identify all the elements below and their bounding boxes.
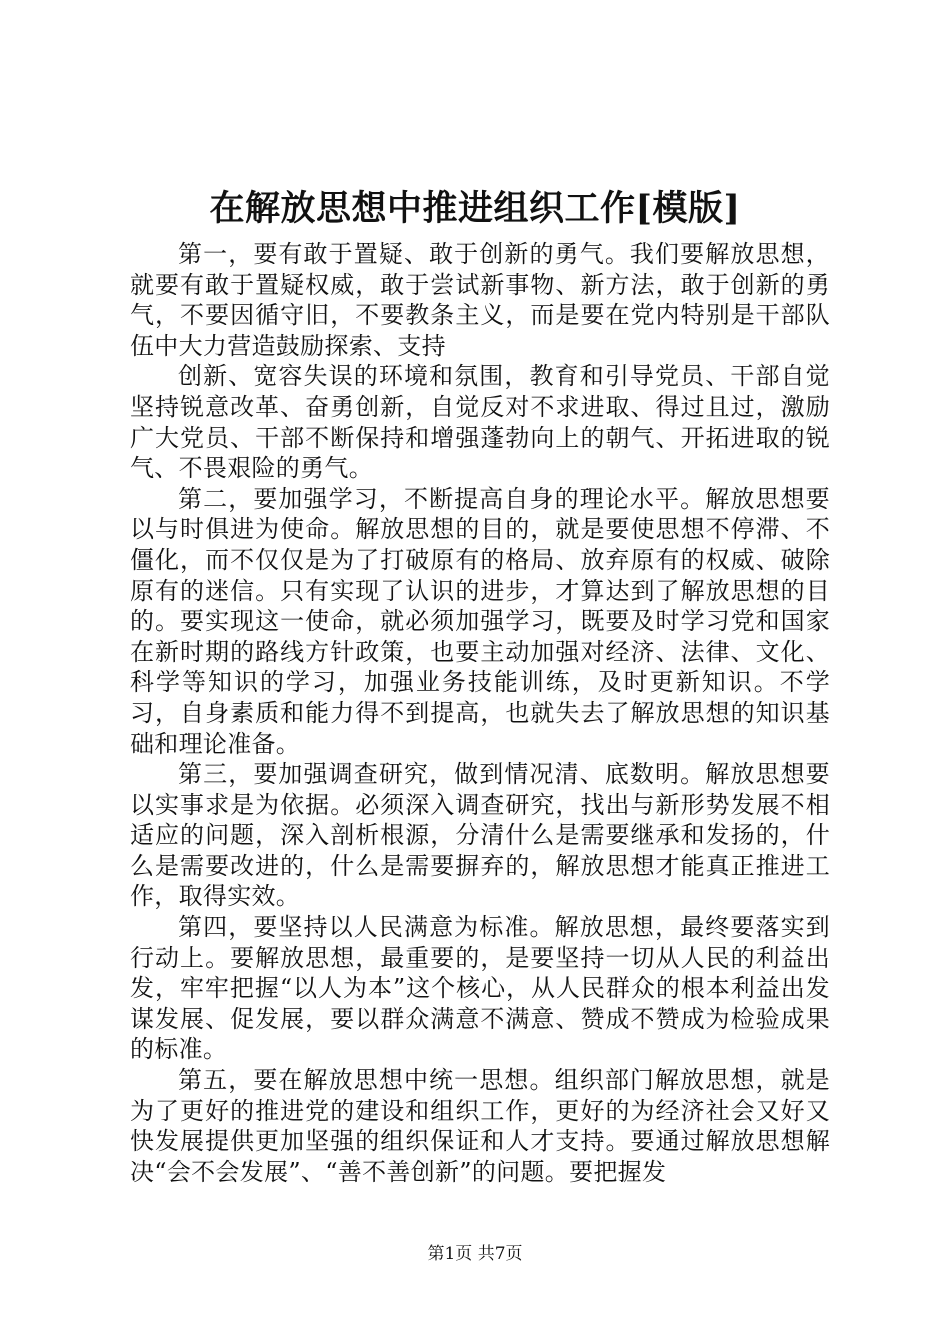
paragraph: 第一，要有敢于置疑、敢于创新的勇气。我们要解放思想，就要有敢于置疑权威，敢于尝试新事物、新方法，敢于创新的勇气，不要因循守旧，不要教条主义，而是要在党内特别是干部队伍中大力营造鼓励探索、支持: [130, 240, 830, 360]
document-title: 在解放思想中推进组织工作[模版]: [209, 188, 741, 229]
paragraph: 第四，要坚持以人民满意为标准。解放思想，最终要落实到行动上。要解放思想，最重要的，是要坚持一切从人民的利益出发，牢牢把握“以人为本”这个核心，从人民群众的根本利益出发谋发展、促发展，要以群众满意不满意、赞成不赞成为检验成果的标准。: [130, 913, 830, 1064]
paragraph: 第三，要加强调查研究，做到情况清、底数明。解放思想要以实事求是为依据。必须深入调查研究，找出与新形势发展不相适应的问题，深入剖析根源，分清什么是需要继承和发扬的，什么是需要改进的，什么是需要摒弃的，解放思想才能真正推进工作，取得实效。: [130, 760, 830, 911]
page-number-footer: 第1页 共7页: [427, 1244, 523, 1264]
paragraph: 第二，要加强学习，不断提高自身的理论水平。解放思想要以与时俱进为使命。解放思想的目的，就是要使思想不停滞、不僵化，而不仅仅是为了打破原有的格局、放弃原有的权威、破除原有的迷信。只有实现了认识的进步，才算达到了解放思想的目的。要实现这一使命，就必须加强学习，既要及时学习党和国家在新时期的路线方针政策，也要主动加强对经济、法律、文化、科学等知识的学习，加强业务技能训练，及时更新知识。不学习，自身素质和能力得不到提高，也就失去了解放思想的知识基础和理论准备。: [130, 484, 830, 758]
document-body: [130, 239, 830, 1187]
paragraph: 第五，要在解放思想中统一思想。组织部门解放思想，就是为了更好的推进党的建设和组织工作，更好的为经济社会又好又快发展提供更加坚强的组织保证和人才支持。要通过解放思想解决“会不会发展”、“善不善创新”的问题。要把握发: [130, 1066, 830, 1186]
paragraph: 创新、宽容失误的环境和氛围，教育和引导党员、干部自觉坚持锐意改革、奋勇创新，自觉反对不求进取、得过且过，激励广大党员、干部不断保持和增强蓬勃向上的朝气、开拓进取的锐气、不畏艰险的勇气。: [130, 362, 830, 483]
